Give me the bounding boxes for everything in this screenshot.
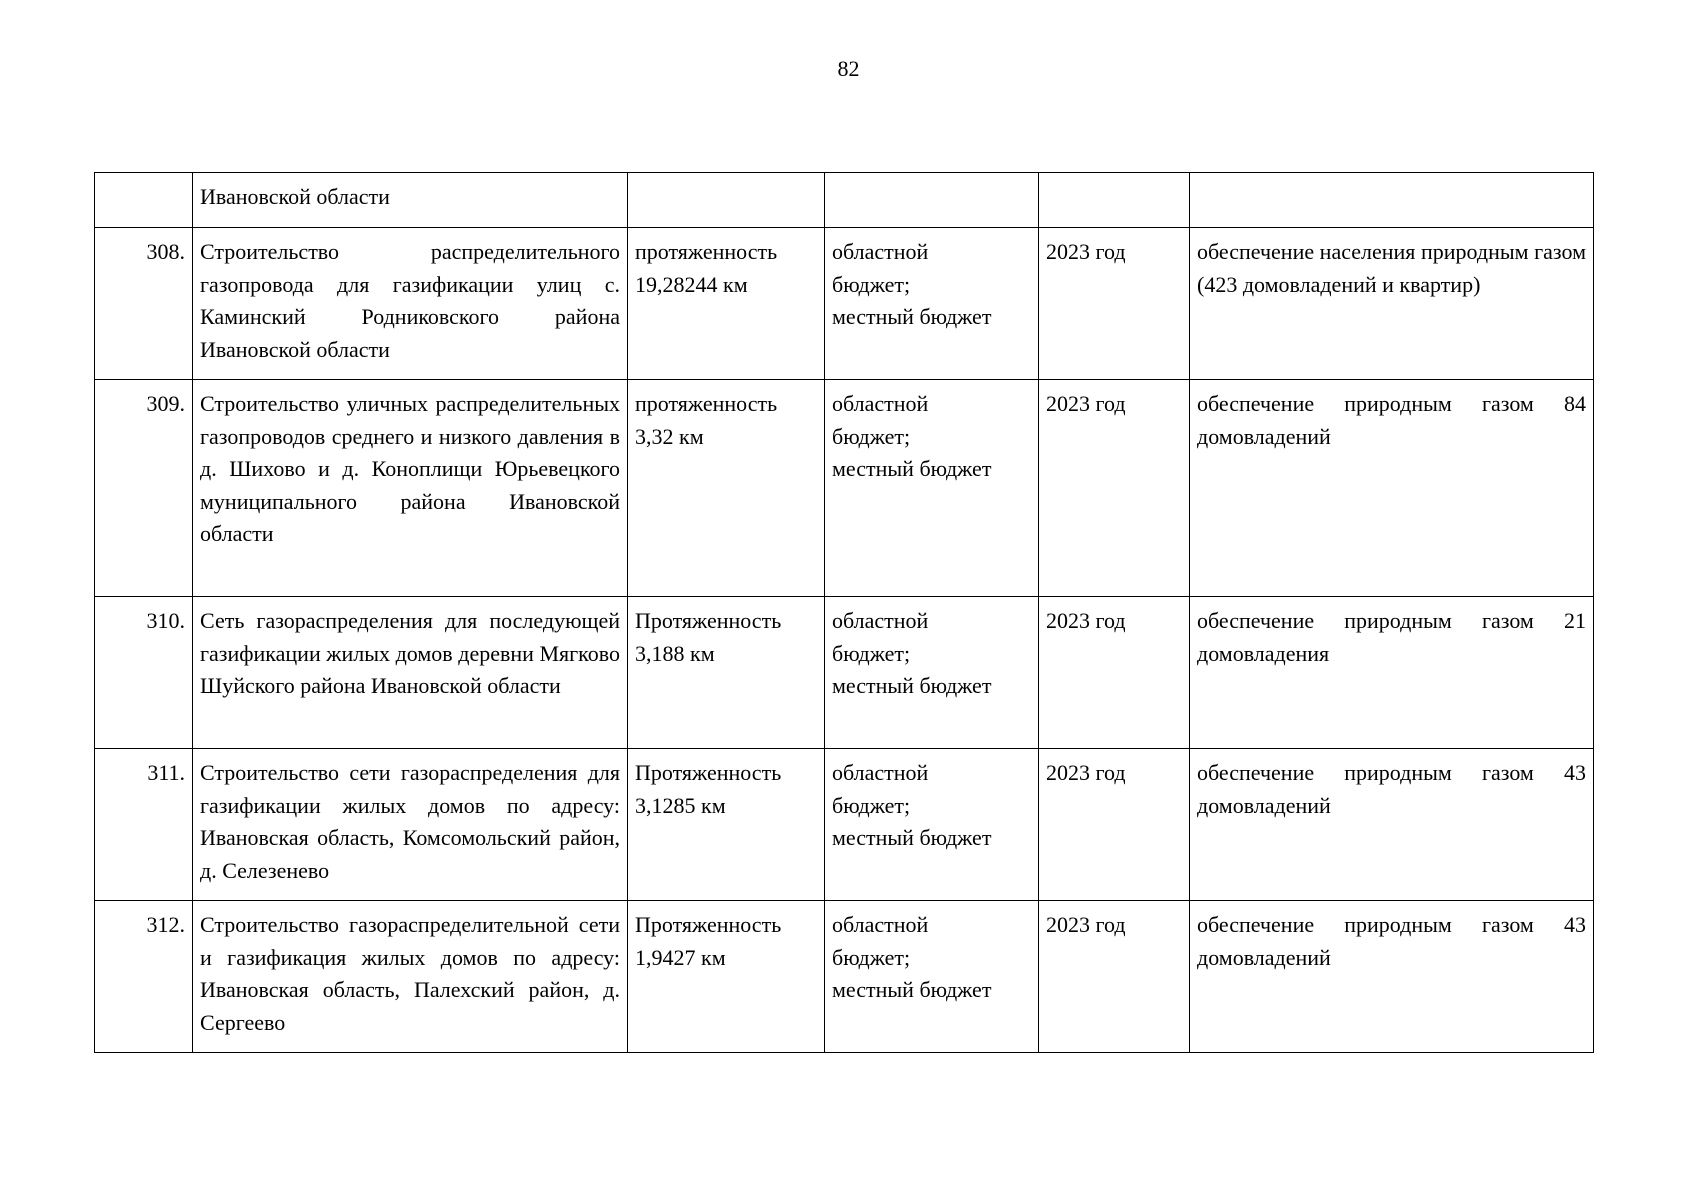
capacity-cell — [628, 597, 825, 749]
funding-source-line: местный бюджет — [832, 304, 992, 329]
capacity-label: Протяженность — [635, 608, 782, 633]
result-cell — [1190, 173, 1594, 228]
funding-source-line: бюджет; — [832, 271, 911, 297]
funding-source-line: областной — [832, 912, 929, 937]
result-cell: обеспечение природным газом 84 домовладений — [1190, 380, 1594, 597]
funding-source-line: местный бюджет — [832, 825, 992, 850]
capacity-cell — [628, 901, 825, 1053]
capacity-value: 3,1285 км — [635, 792, 726, 818]
funding-source-cell — [825, 597, 1039, 749]
funding-source-line: бюджет; — [832, 792, 911, 818]
funding-source-cell — [825, 901, 1039, 1053]
table-row — [95, 749, 1594, 901]
row-number-cell: 309. — [95, 380, 193, 597]
row-number-cell — [95, 173, 193, 228]
funding-source-cell — [825, 173, 1039, 228]
capacity-cell — [628, 228, 825, 380]
capacity-label: протяженность — [635, 391, 778, 416]
result-cell: обеспечение населения природным газом (423 домовладений и квартир) — [1190, 228, 1594, 380]
funding-source-line: областной — [832, 391, 929, 416]
capacity-label: Протяженность — [635, 912, 782, 937]
capacity-cell — [628, 173, 825, 228]
capacity-value: 3,32 км — [635, 423, 704, 449]
year-cell: 2023 год — [1039, 380, 1190, 597]
funding-source-line: бюджет; — [832, 944, 911, 970]
capacity-value: 1,9427 км — [635, 944, 726, 970]
funding-source-line: областной — [832, 239, 929, 264]
project-name-cell: Ивановской области — [193, 173, 628, 228]
project-name-cell: Строительство уличных распределительных газопроводов среднего и низкого давления в д. Шихово и д. Коноплищи Юрьевецкого муниципального района Ивановской области — [193, 380, 628, 597]
page-number: 82 — [837, 56, 860, 81]
projects-table — [94, 172, 1594, 1053]
funding-source-cell — [825, 749, 1039, 901]
year-cell: 2023 год — [1039, 228, 1190, 380]
result-cell: обеспечение природным газом 43 домовладений — [1190, 901, 1594, 1053]
funding-source-line: бюджет; — [832, 640, 911, 666]
table-row — [95, 228, 1594, 380]
year-cell: 2023 год — [1039, 597, 1190, 749]
funding-source-line: местный бюджет — [832, 456, 992, 481]
project-name-cell: Строительство распределительного газопровода для газификации улиц с. Каминский Родниковского района Ивановской области — [193, 228, 628, 380]
result-cell: обеспечение природным газом 43 домовладений — [1190, 749, 1594, 901]
project-name-cell: Сеть газораспределения для последующей газификации жилых домов деревни Мягково Шуйского района Ивановской области — [193, 597, 628, 749]
funding-source-cell — [825, 380, 1039, 597]
funding-source-cell — [825, 228, 1039, 380]
capacity-cell — [628, 749, 825, 901]
funding-source-line: местный бюджет — [832, 673, 992, 698]
year-cell — [1039, 173, 1190, 228]
funding-source-line: бюджет; — [832, 423, 911, 449]
result-cell: обеспечение природным газом 21 домовладения — [1190, 597, 1594, 749]
project-name-cell: Строительство сети газораспределения для газификации жилых домов по адресу: Ивановская область, Комсомольский район, д. Селезенево — [193, 749, 628, 901]
table-row — [95, 380, 1594, 597]
row-number-cell: 312. — [95, 901, 193, 1053]
funding-source-line: областной — [832, 608, 929, 633]
capacity-label: протяженность — [635, 239, 778, 264]
year-cell: 2023 год — [1039, 749, 1190, 901]
capacity-value: 19,28244 км — [635, 271, 748, 297]
capacity-label: Протяженность — [635, 760, 782, 785]
capacity-value: 3,188 км — [635, 640, 715, 666]
project-name-cell: Строительство газораспределительной сети и газификация жилых домов по адресу: Ивановская область, Палехский район, д. Сергеево — [193, 901, 628, 1053]
funding-source-line: областной — [832, 760, 929, 785]
capacity-cell — [628, 380, 825, 597]
table-row — [95, 597, 1594, 749]
row-number-cell: 308. — [95, 228, 193, 380]
year-cell: 2023 год — [1039, 901, 1190, 1053]
row-number-cell: 311. — [95, 749, 193, 901]
row-number-cell: 310. — [95, 597, 193, 749]
funding-source-line: местный бюджет — [832, 977, 992, 1002]
table-row-continuation — [95, 173, 1594, 228]
table-row — [95, 901, 1594, 1053]
